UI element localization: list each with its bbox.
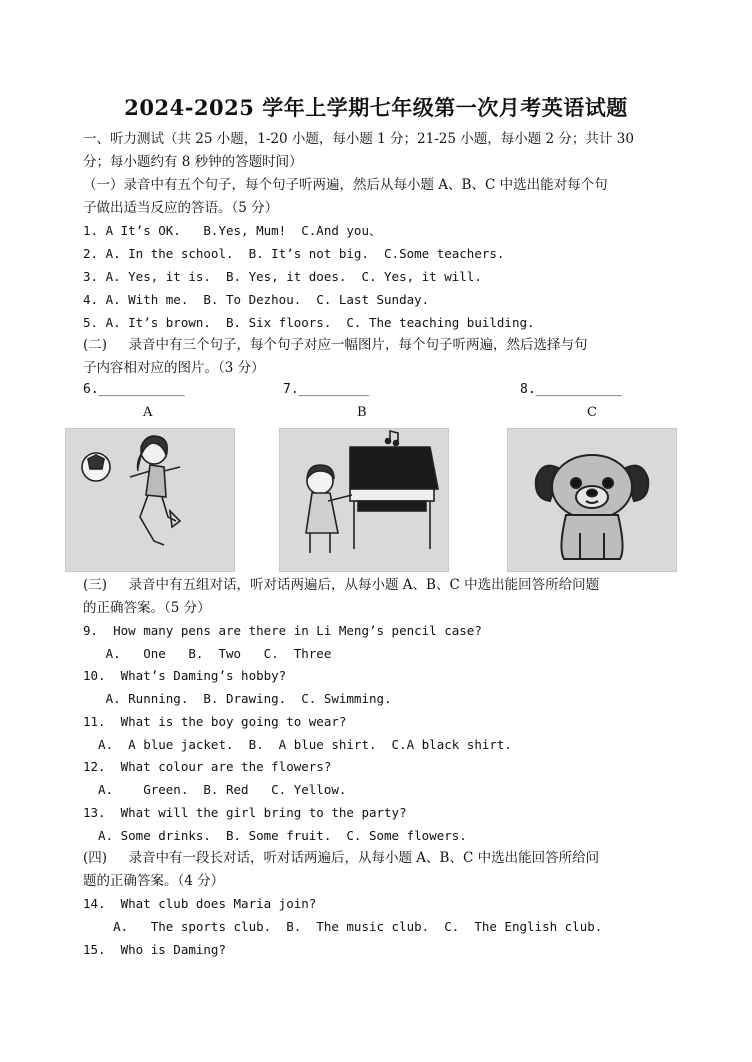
answer-options-11: A. A blue jacket. B. A blue shirt. C.A black shirt. [83, 737, 512, 752]
answer-options-13: A. Some drinks. B. Some fruit. C. Some flowers. [83, 828, 467, 843]
answer-options-10: A. Running. B. Drawing. C. Swimming. [83, 691, 392, 706]
picture-label-a: A [143, 405, 153, 420]
answer-options-9: A. One B. Two C. Three [83, 646, 332, 661]
sec1-instruction-line1: （一）录音中有五个句子，每个句子听两遍，然后从每小题 A、B、C 中选出能对每个句 [83, 177, 608, 193]
picture-a-girl-football [65, 428, 235, 572]
question-2: 2. A. In the school. B. It’s not big. C.Some teachers. [83, 246, 505, 261]
question-5: 5. A. It’s brown. B. Six floors. C. The teaching building. [83, 315, 535, 330]
question-1: 1. A It’s OK. B.Yes, Mum! C.And you、 [83, 223, 382, 238]
question-14: 14. What club does Maria join? [83, 896, 317, 911]
picture-label-b: B [357, 405, 367, 420]
answer-options-14: A. The sports club. B. The music club. C. The English club. [83, 919, 603, 934]
sec2-instruction-line1: (二) 录音中有三个句子，每个句子对应一幅图片，每个句子听两遍，然后选择与句 [83, 337, 588, 353]
question-11: 11. What is the boy going to wear? [83, 714, 347, 729]
sec2-instruction-line2: 子内容相对应的图片。（3 分） [83, 360, 265, 376]
sec3-instruction-line2: 的正确答案。（5 分） [83, 600, 211, 616]
question-4: 4. A. With me. B. To Dezhou. C. Last Sunday. [83, 292, 430, 307]
answer-options-12: A. Green. B. Red C. Yellow. [83, 782, 347, 797]
answer-blank-8: 8.___________ [520, 382, 622, 397]
part1-instruction-line2: 分；每小题约有 8 秒钟的答题时间） [83, 154, 303, 170]
answer-blank-6: 6.___________ [83, 382, 185, 397]
question-13: 13. What will the girl bring to the party? [83, 805, 407, 820]
question-10: 10. What’s Daming’s hobby? [83, 668, 287, 683]
part1-instruction-line1: 一、听力测试（共 25 小题，1-20 小题，每小题 1 分；21-25 小题，每小题 2 分；共计 30 [83, 131, 634, 147]
picture-label-c: C [587, 405, 597, 420]
question-9: 9. How many pens are there in Li Meng’s pencil case? [83, 623, 482, 638]
page-title: 2024-2025 学年上学期七年级第一次月考英语试题 [124, 95, 628, 120]
sec4-instruction-line2: 题的正确答案。（4 分） [83, 873, 225, 889]
sec1-instruction-line2: 子做出适当反应的答语。（5 分） [83, 200, 279, 216]
question-15: 15. Who is Daming? [83, 942, 226, 957]
question-3: 3. A. Yes, it is. B. Yes, it does. C. Yes, it will. [83, 269, 482, 284]
picture-b-girl-piano [279, 428, 449, 572]
sec3-instruction-line1: (三) 录音中有五组对话，听对话两遍后，从每小题 A、B、C 中选出能回答所给问题 [83, 577, 600, 593]
picture-c-puppy [507, 428, 677, 572]
question-12: 12. What colour are the flowers? [83, 759, 332, 774]
answer-blank-7: 7._________ [283, 382, 370, 397]
sec4-instruction-line1: (四) 录音中有一段长对话，听对话两遍后，从每小题 A、B、C 中选出能回答所给问 [83, 850, 600, 866]
